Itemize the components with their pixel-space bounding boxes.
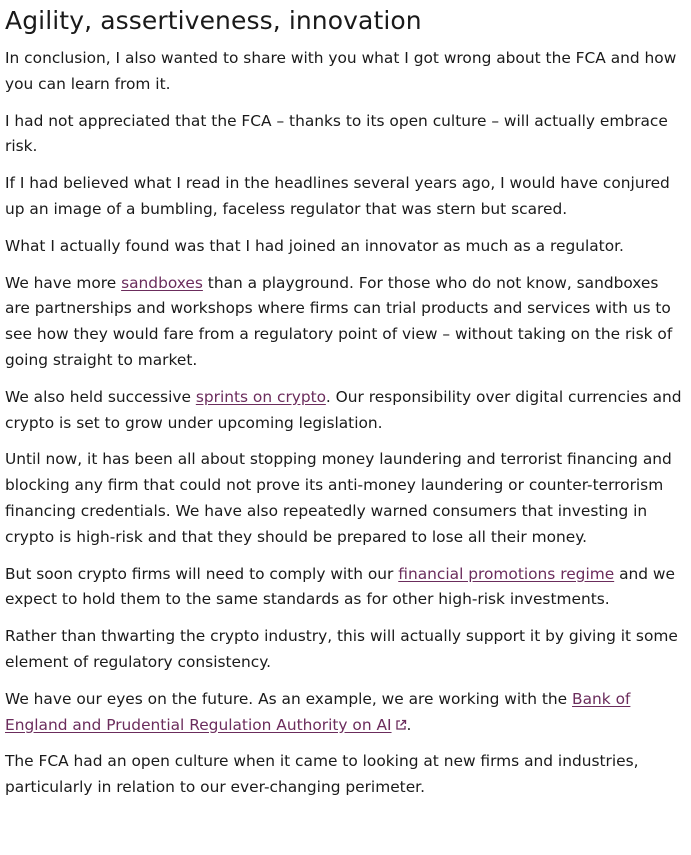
paragraph-future xyxy=(5,687,685,739)
text: . Our responsibility over digital currencies and crypto is set to grow under upcoming legislation. xyxy=(5,387,682,432)
text: We have more xyxy=(5,273,122,292)
paragraph-crypto-sprints xyxy=(5,385,685,437)
sprints-on-crypto-link[interactable]: sprints on crypto xyxy=(195,387,326,406)
paragraph-regulatory-consistency: Rather than thwarting the crypto industry, this will actually support it by giving it some element of regulatory consistency. xyxy=(5,627,678,671)
paragraph-innovator: What I actually found was that I had joined an innovator as much as a regulator. xyxy=(5,236,624,255)
text: than a playground. For those who do not know, sandboxes are partnerships and workshops where firms can trial products and services with us to see how they would fare from a regulatory point of view – without taking on the risk of going straight to market. xyxy=(5,273,673,369)
sandboxes-link[interactable]: sandboxes xyxy=(121,273,203,292)
paragraph-open-culture: The FCA had an open culture when it came to looking at new firms and industries, particularly in relation to our ever-changing perimeter. xyxy=(5,752,639,797)
text: But soon crypto firms will need to comply with our xyxy=(5,564,399,583)
paragraph-financial-promotions xyxy=(5,562,685,614)
paragraph-conclusion: In conclusion, I also wanted to share with you what I got wrong about the FCA and how you can learn from it. xyxy=(5,49,677,93)
financial-promotions-regime-link[interactable]: financial promotions regime xyxy=(398,564,615,583)
paragraph-headlines: If I had believed what I read in the headlines several years ago, I would have conjured up an image of a bumbling, faceless regulator that was stern but scared. xyxy=(5,174,670,218)
text: . xyxy=(406,715,412,734)
section-heading: Agility, assertiveness, innovation xyxy=(5,6,422,35)
external-link-icon xyxy=(395,719,407,731)
boe-pra-ai-link-label: Bank of England and Prudential Regulation Authority on AI xyxy=(5,689,631,734)
text: and we expect to hold them to the same standards as for other high-risk investments. xyxy=(5,564,675,609)
paragraph-sandboxes xyxy=(5,271,685,374)
text: We also held successive xyxy=(5,387,196,406)
article-section xyxy=(0,6,691,801)
paragraph-embrace-risk: I had not appreciated that the FCA – thanks to its open culture – will actually embrace risk. xyxy=(5,111,668,156)
paragraph-money-laundering: Until now, it has been all about stopping money laundering and terrorist financing and blocking any firm that could not prove its anti-money laundering or counter-terrorism financing credentials. We have also repeatedly warned consumers that investing in crypto is high-risk and that they should be prepared to lose all their money. xyxy=(5,450,672,546)
text: We have our eyes on the future. As an example, we are working with the xyxy=(5,689,573,708)
